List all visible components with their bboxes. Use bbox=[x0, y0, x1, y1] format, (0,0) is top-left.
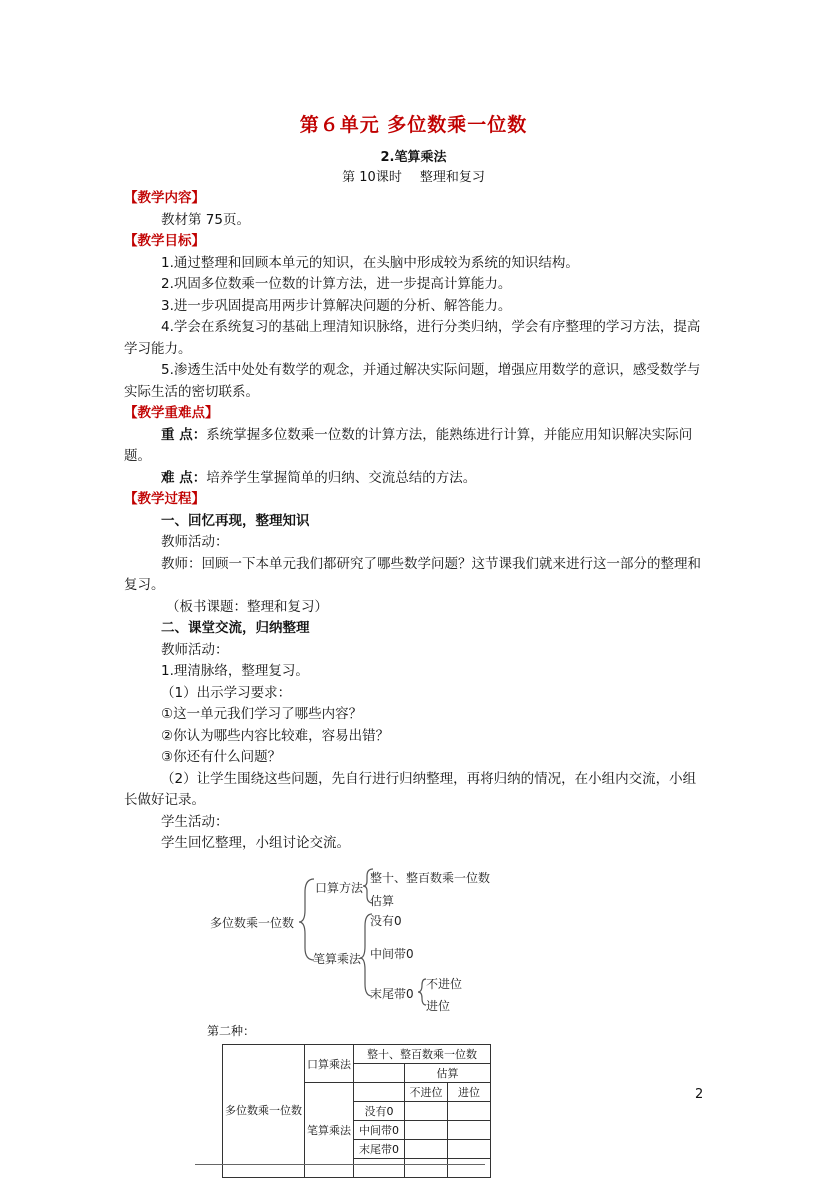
difficult-point bbox=[124, 468, 704, 490]
knowledge-tree-diagram bbox=[205, 866, 495, 1016]
lesson-line bbox=[0, 166, 827, 185]
step-one-heading: 一、回忆再现，整理知识 bbox=[161, 512, 310, 529]
teacher-activity-label: 教师活动： bbox=[161, 534, 229, 550]
tree-oral: 口算方法 bbox=[315, 881, 364, 895]
tree-w2: 中间带0 bbox=[370, 947, 414, 961]
tree-w1: 没有0 bbox=[370, 914, 402, 928]
difficult-label: 难 点： bbox=[161, 469, 207, 486]
tree-w3: 末尾带0 bbox=[370, 987, 414, 1001]
table-oral-2: 估算 bbox=[405, 1064, 491, 1083]
key-label: 重 点： bbox=[161, 426, 207, 443]
table-w2: 中间带0 bbox=[354, 1121, 405, 1140]
second-method-label: 第二种： bbox=[207, 1024, 256, 1038]
requirement-intro: （1）出示学习要求： bbox=[161, 684, 292, 701]
goal-item: 2.巩固多位数乘一位数的计算方法，进一步提高计算能力。 bbox=[161, 276, 512, 292]
student-activity-label: 学生活动： bbox=[161, 813, 229, 830]
key-point bbox=[124, 425, 704, 468]
summary-table bbox=[222, 1044, 491, 1178]
table-w3: 末尾带0 bbox=[354, 1140, 405, 1159]
table-no-carry: 不进位 bbox=[405, 1083, 448, 1102]
question-item: ③你还有什么问题？ bbox=[161, 749, 282, 765]
table-oral-1: 整十、整百数乘一位数 bbox=[354, 1045, 491, 1064]
table-written: 笔算乘法 bbox=[305, 1083, 354, 1178]
student-text: 学生回忆整理，小组讨论交流。 bbox=[161, 835, 350, 851]
sort-instruction: 1.理清脉络，整理复习。 bbox=[161, 663, 309, 679]
heading-goals: 【教学目标】 bbox=[124, 233, 205, 249]
unit-title: 第６单元 多位数乘一位数 bbox=[299, 114, 528, 136]
content-text: 教材第 75页。 bbox=[161, 211, 250, 228]
step-two-heading: 二、课堂交流，归纳整理 bbox=[161, 620, 310, 636]
heading-content: 【教学内容】 bbox=[124, 190, 205, 206]
table-oral: 口算乘法 bbox=[305, 1045, 354, 1083]
goal-item: 3.进一步巩固提高用两步计算解决问题的分析、解答能力。 bbox=[161, 297, 512, 314]
section-subtitle: 2.笔算乘法 bbox=[380, 150, 447, 165]
key-text: 系统掌握多位数乘一位数的计算方法，能熟练进行计算，并能应用知识解决实际问题。 bbox=[124, 426, 693, 464]
table-root: 多位数乘一位数 bbox=[223, 1045, 305, 1178]
page-number: 2 bbox=[695, 1087, 704, 1102]
tree-oral-1: 整十、整百数乘一位数 bbox=[370, 871, 491, 885]
question-item: ①这一单元我们学习了哪些内容？ bbox=[161, 706, 363, 722]
difficult-text: 培养学生掌握简单的归纳、交流总结的方法。 bbox=[206, 469, 477, 486]
heading-process: 【教学过程】 bbox=[124, 491, 205, 507]
tree-w3a: 不进位 bbox=[426, 977, 463, 991]
lesson-body bbox=[124, 188, 704, 855]
bottom-rule bbox=[195, 1164, 485, 1165]
goal-item: 4.学会在系统复习的基础上理清知识脉络，进行分类归纳，学会有序整理的学习方法，提高学习能力。 bbox=[124, 319, 701, 357]
lesson-topic: 整理和复习 bbox=[419, 170, 485, 185]
goal-item: 1.通过整理和回顾本单元的知识，在头脑中形成较为系统的知识结构。 bbox=[161, 254, 579, 271]
heading-key: 【教学重难点】 bbox=[124, 405, 219, 421]
table-w1: 没有0 bbox=[354, 1102, 405, 1121]
tree-oral-2: 估算 bbox=[370, 894, 395, 908]
tree-root: 多位数乘一位数 bbox=[210, 916, 295, 930]
tree-written: 笔算乘法 bbox=[313, 952, 362, 966]
question-item: ②你认为哪些内容比较难，容易出错？ bbox=[161, 727, 390, 744]
board-note: （板书课题：整理和复习） bbox=[166, 598, 328, 615]
table-carry: 进位 bbox=[448, 1083, 491, 1102]
lesson-number: 第 10课时 bbox=[342, 170, 402, 185]
requirement-two: （2）让学生围绕这些问题，先自行进行归纳整理，再将归纳的情况，在小组内交流，小组长做好记录。 bbox=[124, 770, 697, 808]
teacher-speech: 教师：回顾一下本单元我们都研究了哪些数学问题？这节课我们就来进行这一部分的整理和复习。 bbox=[124, 555, 701, 593]
tree-w3b: 进位 bbox=[426, 999, 451, 1013]
goal-item: 5.渗透生活中处处有数学的观念，并通过解决实际问题，增强应用数学的意识，感受数学与实际生活的密切联系。 bbox=[124, 362, 701, 400]
teacher-activity-label: 教师活动： bbox=[161, 641, 229, 658]
